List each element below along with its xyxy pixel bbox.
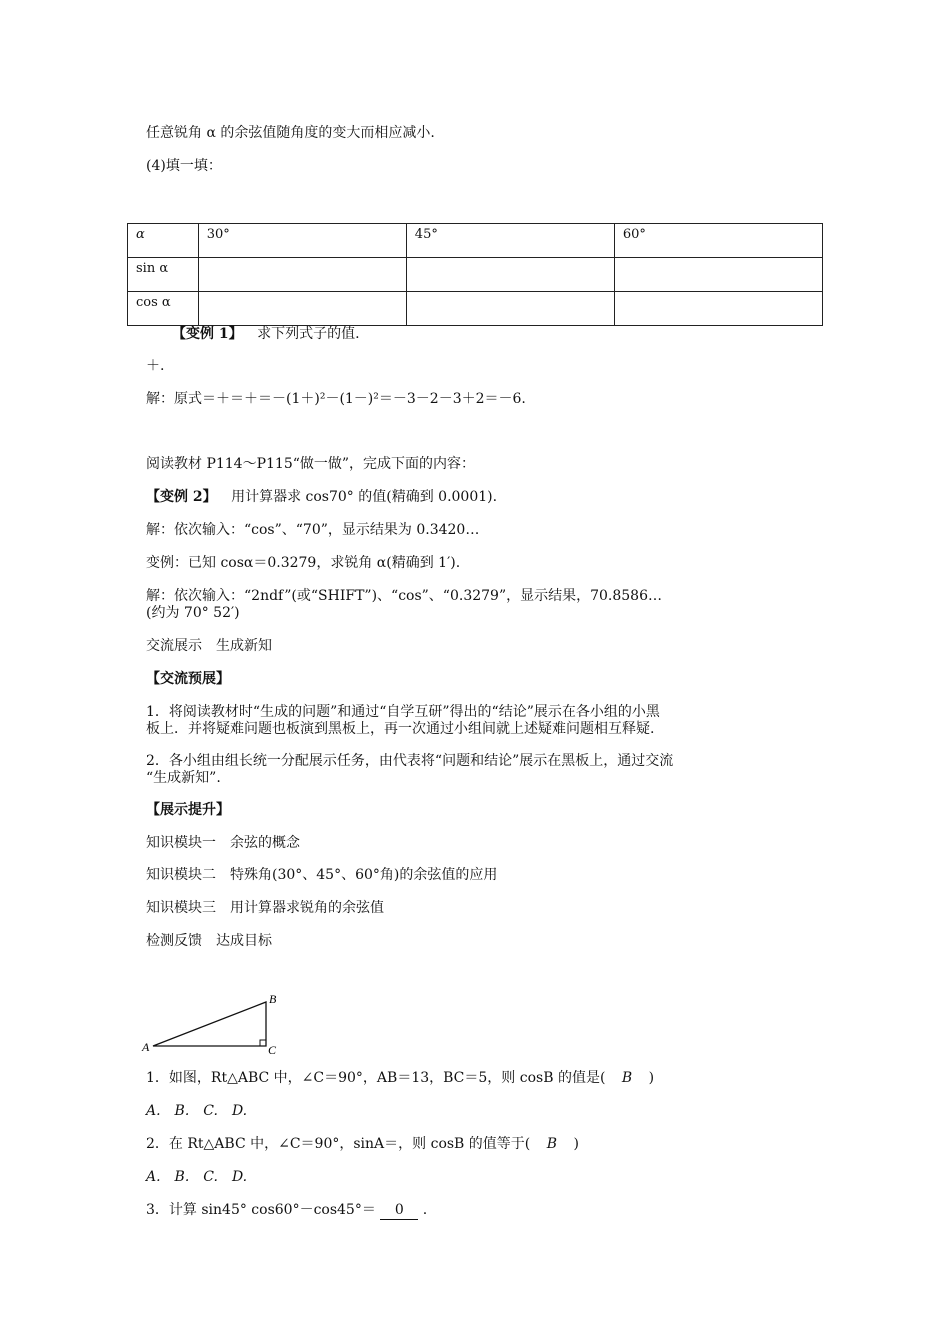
fill-heading: (4)填一填： [146,158,222,174]
table-header-cell: 60° [614,224,822,258]
plus-line: ＋. [146,358,165,374]
solution3-line1: 解：依次输入：“2ndf”(或“SHIFT”)、“cos”、“0.3279”，显示结果，70.8586… [146,588,662,604]
q1-text: 1．如图，Rt△ABC 中，∠C＝90°，AB＝13，BC＝5，则 cosB 的值是( [146,1070,606,1086]
variant2-text: 用计算器求 cos70° 的值(精确到 0.0001). [231,489,498,505]
variant2-tag: 【变例 2】 [146,489,217,505]
question-3 [146,1201,427,1220]
table-row [128,292,823,326]
module1: 知识模块一 余弦的概念 [146,835,300,851]
q2-options: A. B. C. D. [146,1169,248,1185]
vertex-label-c: C [268,1043,277,1057]
row-label-sin: sin α [128,258,199,292]
module3: 知识模块三 用计算器求锐角的余弦值 [146,900,384,916]
table-header-cell: 30° [198,224,406,258]
variant1 [172,325,360,343]
q1-options: A. B. C. D. [146,1103,248,1119]
vertex-label-a: A [142,1040,150,1054]
table-header-cell: 45° [406,224,614,258]
q3-tail: . [422,1202,428,1218]
variant-example: 变例：已知 cosα＝0.3279，求锐角 α(精确到 1′). [146,555,461,571]
preview2-line1: 2．各小组由组长统一分配展示任务，由代表将“问题和结论”展示在黑板上，通过交流 [146,753,674,769]
right-triangle-figure [140,990,290,1060]
show-heading: 【展示提升】 [146,802,230,818]
module2: 知识模块二 特殊角(30°、45°、60°角)的余弦值的应用 [146,867,498,883]
q2-answer: B [546,1136,558,1152]
solution3-line2: (约为 70° 52′) [146,605,240,621]
table-cell [198,258,406,292]
preview2-line2: “生成新知”. [146,770,221,786]
row-label-cos: cos α [128,292,199,326]
question-1 [146,1069,654,1087]
table-cell [406,292,614,326]
vertex-label-b: B [269,992,277,1006]
table-header-row [128,224,823,258]
question-2 [146,1135,579,1153]
q2-close: ) [573,1136,579,1152]
q1-answer: B [621,1070,633,1086]
check-heading: 检测反馈 达成目标 [146,933,272,949]
table-row [128,258,823,292]
q2-text: 2．在 Rt△ABC 中，∠C＝90°，sinA＝，则 cosB 的值等于( [146,1136,531,1152]
section-exchange: 交流展示 生成新知 [146,638,272,654]
table-cell [614,258,822,292]
table-cell [198,292,406,326]
table-cell [406,258,614,292]
reading-instruction: 阅读教材 P114～P115“做一做”，完成下面的内容： [146,456,476,472]
intro-text: 任意锐角 α 的余弦值随角度的变大而相应减小. [146,125,435,141]
variant2 [146,488,497,506]
fill-table [127,223,823,326]
table-cell [614,292,822,326]
q3-answer-blank: 0 [380,1201,418,1220]
right-angle-mark [260,1040,266,1046]
preview1-line2: 板上．并将疑难问题也板演到黑板上，再一次通过小组间就上述疑难问题相互释疑. [146,721,655,737]
q1-close: ) [648,1070,655,1086]
q3-text: 3．计算 sin45° cos60°－cos45°＝ [146,1202,376,1218]
triangle-shape [153,1002,266,1046]
variant1-tag: 【变例 1】 [172,326,243,342]
solution2: 解：依次输入：“cos”、“70”，显示结果为 0.3420… [146,522,480,538]
solution1: 解：原式＝＋＝＋＝－(1＋)²－(1－)²＝－3－2－3＋2＝－6. [146,391,526,407]
preview1-line1: 1．将阅读教材时“生成的问题”和通过“自学互研”得出的“结论”展示在各小组的小黑 [146,704,660,720]
table-header-cell: α [128,224,199,258]
preview-heading: 【交流预展】 [146,671,230,687]
variant1-text: 求下列式子的值. [257,326,360,342]
